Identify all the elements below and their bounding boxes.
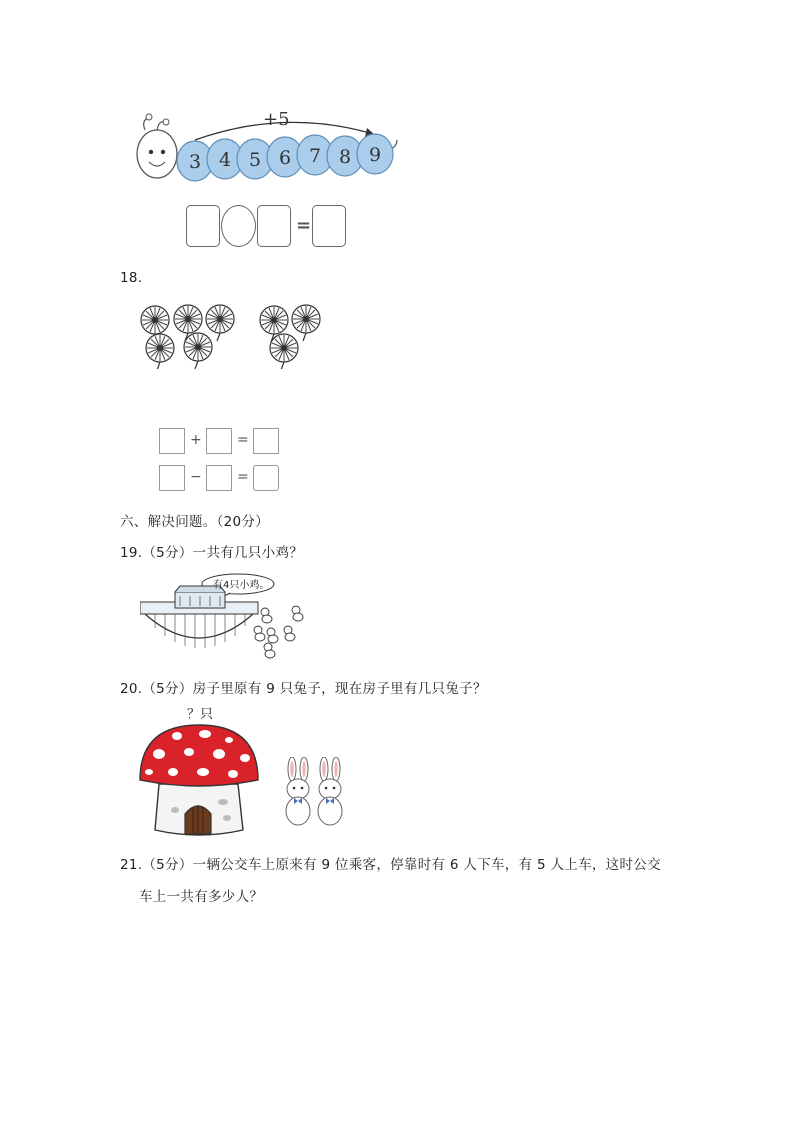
segment-number: 9 — [369, 144, 382, 166]
question-20-text: 20.（5分）房子里原有 9 只兔子，现在房子里有几只兔子？ — [120, 681, 487, 697]
rabbits-figure — [280, 757, 352, 827]
subtrahend-box[interactable] — [206, 465, 232, 491]
minus-sign: − — [190, 469, 202, 485]
segment-number: 7 — [309, 145, 322, 167]
equals-sign: = — [296, 215, 312, 236]
segment-number: 6 — [279, 147, 292, 169]
flower-icon — [206, 305, 234, 341]
flower-icon — [146, 334, 174, 369]
equals-sign: = — [237, 432, 249, 448]
rabbits-illustration — [280, 757, 352, 827]
mushroom-house-figure — [137, 722, 262, 840]
answer-box-2[interactable] — [257, 205, 291, 247]
question-18-number: 18. — [120, 270, 143, 286]
segment-number: 5 — [249, 149, 262, 171]
addend-box-2[interactable] — [206, 428, 232, 454]
question-21-line1: 21.（5分）一辆公交车上原来有 9 位乘客，停靠时有 6 人下车，有 5 人上车，这时公交 — [120, 857, 661, 873]
flower-group — [138, 303, 328, 369]
sum-box[interactable] — [253, 428, 279, 454]
answer-box-result[interactable] — [312, 205, 346, 247]
unknown-count-label: ？只 — [187, 707, 214, 722]
answer-box-1[interactable] — [186, 205, 220, 247]
flower-icon — [184, 333, 212, 369]
minuend-box[interactable] — [159, 465, 185, 491]
chick-bridge-figure — [140, 570, 310, 660]
question-21-line2: 车上一共有多少人？ — [139, 889, 264, 905]
caterpillar-illustration — [135, 100, 405, 190]
question-19-text: 19.（5分）一共有几只小鸡？ — [120, 545, 304, 561]
mushroom-house-illustration — [137, 722, 262, 840]
segment-number: 4 — [219, 149, 232, 171]
difference-box[interactable] — [253, 465, 279, 491]
step-label: +5 — [263, 109, 290, 130]
flower-icon — [270, 334, 298, 369]
speech-bubble-text: 有4只小鸡。 — [213, 580, 270, 591]
operator-circle[interactable] — [221, 205, 256, 247]
flowers-illustration — [138, 303, 328, 369]
segment-number: 8 — [339, 146, 352, 168]
equals-sign: = — [237, 469, 249, 485]
flower-icon — [292, 305, 320, 341]
plus-sign: + — [190, 432, 202, 448]
segment-number: 3 — [189, 151, 202, 173]
section-heading: 六、解决问题。（20分） — [120, 514, 270, 530]
addend-box-1[interactable] — [159, 428, 185, 454]
caterpillar-figure — [135, 100, 405, 190]
